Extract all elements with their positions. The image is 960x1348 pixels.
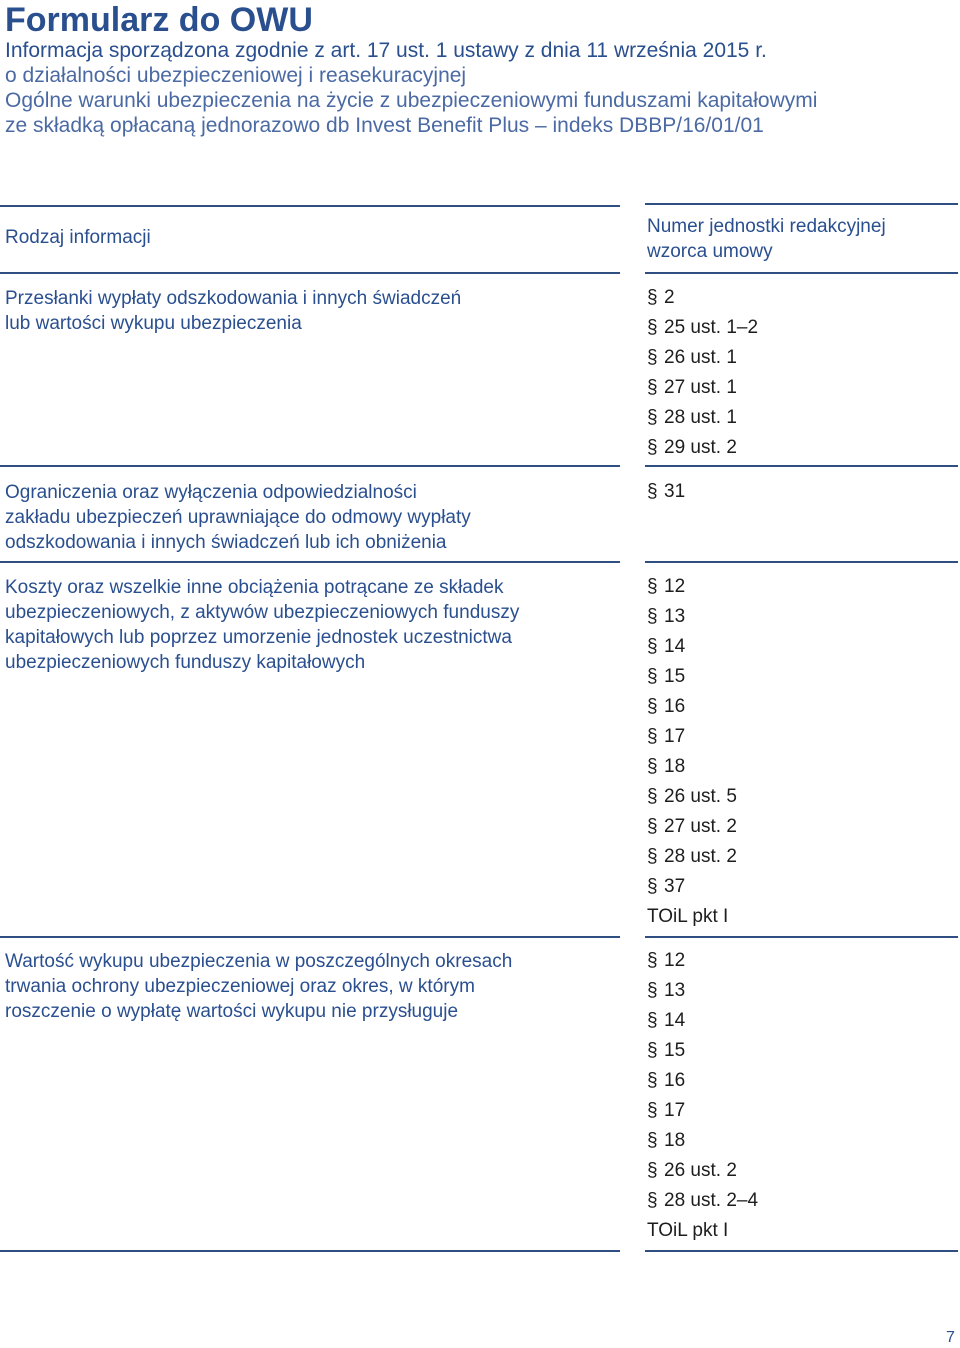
ref-item: § 12	[647, 576, 686, 597]
document-title: Formularz do OWU	[5, 1, 313, 39]
header-info-type: Rodzaj informacji	[5, 227, 151, 248]
ref-item: § 18	[647, 1130, 686, 1151]
header-unit-number: Numer jednostki redakcyjnej wzorca umowy	[647, 216, 886, 262]
ref-item: § 27 ust. 1	[647, 377, 737, 398]
ref-item: TOiL pkt I	[647, 1220, 729, 1241]
table-row-4-refs	[647, 946, 758, 1246]
ref-item: § 15	[647, 1040, 686, 1061]
ref-item: § 16	[647, 1070, 686, 1091]
row-2-rule-right	[645, 561, 958, 563]
ref-item: § 17	[647, 1100, 686, 1121]
ref-item: § 16	[647, 696, 686, 717]
header-bottom-rule-right	[645, 272, 958, 274]
ref-item: § 13	[647, 606, 686, 627]
ref-item: TOiL pkt I	[647, 906, 729, 927]
ref-item: § 25 ust. 1–2	[647, 317, 759, 338]
table-row-3-refs	[647, 572, 737, 932]
ref-item: § 29 ust. 2	[647, 437, 737, 458]
ref-item: § 17	[647, 726, 686, 747]
ref-item: § 14	[647, 1010, 686, 1031]
row-3-rule-left	[0, 936, 620, 938]
intro-block	[5, 38, 817, 138]
table-top-rule-right	[645, 203, 958, 205]
table-row-4-info: Wartość wykupu ubezpieczenia w poszczególnych okresach trwania ochrony ubezpieczeniowej oraz okres, w którym roszczenie o wypłatę wartości wykupu nie przysługuje	[5, 951, 513, 1022]
table-top-rule-left	[0, 205, 620, 207]
product-name-line-2: ze składką opłacaną jednorazowo db Invest Benefit Plus – indeks DBBP/16/01/01	[5, 114, 764, 137]
table-row-2-refs	[647, 477, 685, 507]
ref-item: § 26 ust. 1	[647, 347, 737, 368]
table-row-3-info: Koszty oraz wszelkie inne obciążenia potrącane ze składek ubezpieczeniowych, z aktywów ubezpieczeniowych funduszy kapitałowych lub poprzez umorzenie jednostek uczestnictwa ubezpieczeniowych funduszy kapitałowych	[5, 577, 520, 673]
ref-item: § 14	[647, 636, 686, 657]
ref-item: § 18	[647, 756, 686, 777]
row-1-rule-right	[645, 465, 958, 467]
ref-item: § 37	[647, 876, 686, 897]
ref-item: § 12	[647, 950, 686, 971]
header-bottom-rule-left	[0, 272, 620, 274]
ref-item: § 28 ust. 2	[647, 846, 737, 867]
table-bottom-rule-right	[645, 1250, 958, 1252]
table-bottom-rule-left	[0, 1250, 620, 1252]
ref-item: § 26 ust. 5	[647, 786, 737, 807]
row-3-rule-right	[645, 936, 958, 938]
ref-item: § 27 ust. 2	[647, 816, 737, 837]
table-row-1-info: Przesłanki wypłaty odszkodowania i innych świadczeń lub wartości wykupu ubezpieczenia	[5, 288, 462, 334]
page-number: 7	[946, 1329, 955, 1346]
ref-item: § 28 ust. 2–4	[647, 1190, 759, 1211]
ref-item: § 26 ust. 2	[647, 1160, 737, 1181]
table-row-2-info: Ograniczenia oraz wyłączenia odpowiedzialności zakładu ubezpieczeń uprawniające do odmowy wypłaty odszkodowania i innych świadczeń lub ich obniżenia	[5, 482, 471, 553]
table-row-1-refs	[647, 283, 758, 463]
ref-item: § 31	[647, 481, 686, 502]
row-1-rule-left	[0, 465, 620, 467]
product-name-line-1: Ogólne warunki ubezpieczenia na życie z ubezpieczeniowymi funduszami kapitałowymi	[5, 89, 818, 112]
row-2-rule-left	[0, 561, 620, 563]
ref-item: § 2	[647, 287, 675, 308]
legal-basis-line-1: Informacja sporządzona zgodnie z art. 17 ust. 1 ustawy z dnia 11 września 2015 r.	[5, 39, 767, 62]
ref-item: § 28 ust. 1	[647, 407, 737, 428]
ref-item: § 13	[647, 980, 686, 1001]
ref-item: § 15	[647, 666, 686, 687]
legal-basis-line-2: o działalności ubezpieczeniowej i reasekuracyjnej	[5, 64, 467, 87]
